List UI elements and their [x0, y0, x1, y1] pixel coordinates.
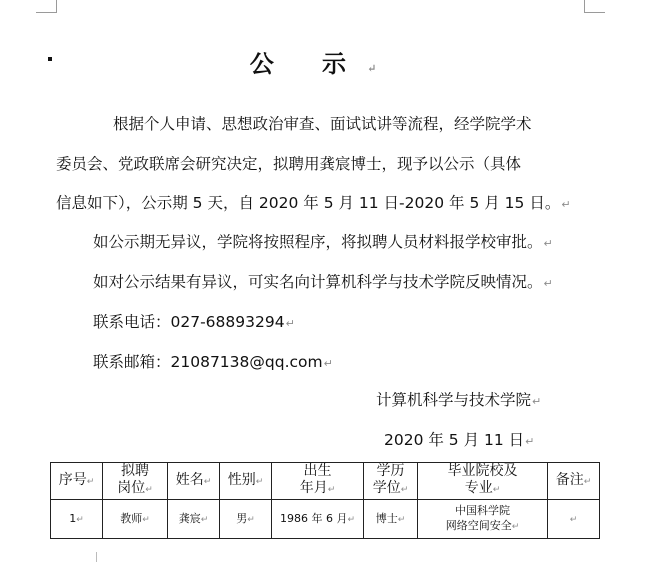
cell-text: 学位 — [372, 480, 401, 496]
cell-text: 男 — [236, 511, 248, 525]
cell-text: 序号 — [58, 471, 87, 488]
cell-end-mark: ↵ — [400, 485, 409, 495]
contact-phone: 联系电话：027-68893294↵ — [93, 313, 295, 331]
paragraph-mark: ↵ — [323, 357, 333, 370]
page-corner-mark-left — [36, 0, 57, 13]
table-cell — [272, 500, 364, 539]
paragraph-line-3: 信息如下），公示期 5 天，自 2020 年 5 月 11 日-2020 年 5 月 15 日。↵ — [56, 194, 571, 212]
cell-end-mark: ↵ — [347, 514, 356, 525]
cell-end-mark: ↵ — [492, 485, 501, 495]
table-cell — [168, 500, 220, 539]
cell-text: 博士 — [375, 511, 398, 525]
table-cell — [364, 500, 418, 539]
cell-text: 岗位 — [117, 480, 146, 496]
paragraph-mark: ↵ — [285, 317, 295, 330]
cell-end-mark: ↵ — [247, 514, 255, 525]
table-cell — [168, 463, 220, 500]
table-cell — [548, 463, 600, 500]
cell-end-mark: ↵ — [76, 514, 84, 525]
cell-text: 性别 — [227, 471, 256, 488]
signature-date: 2020 年 5 月 11 日↵ — [384, 431, 535, 449]
cell-text: 1986 年 6 月 — [279, 511, 348, 525]
candidate-info-table — [50, 462, 600, 539]
table-cell — [272, 463, 364, 500]
table-cell — [220, 463, 272, 500]
table-cell — [103, 500, 168, 539]
paragraph-mark: ↵ — [367, 62, 397, 75]
cell-end-mark: ↵ — [511, 522, 520, 532]
document-title: 公 示↵ — [249, 49, 397, 78]
cell-text: 备注 — [555, 471, 584, 488]
table-cell — [220, 500, 272, 539]
cell-text: 中国科学院 — [455, 504, 510, 517]
table-cell — [51, 500, 103, 539]
cell-end-mark: ↵ — [583, 476, 592, 487]
cell-end-mark: ↵ — [327, 485, 336, 495]
table-cell — [364, 463, 418, 500]
table-row — [51, 500, 600, 539]
paragraph-mark: ↵ — [525, 435, 535, 448]
contact-email: 联系邮箱：21087138@qq.com↵ — [93, 353, 333, 371]
cell-text: 年月 — [299, 480, 328, 496]
cell-text: 专业 — [464, 480, 493, 496]
cell-text: 拟聘 — [121, 463, 149, 479]
cell-text: 学历 — [376, 463, 405, 479]
cell-end-mark: ↵ — [255, 476, 264, 487]
cell-end-mark: ↵ — [145, 485, 153, 495]
table-cell — [51, 463, 103, 500]
cell-text: 毕业院校及 — [447, 463, 518, 479]
page-edge-tick — [96, 552, 97, 562]
paragraph-line-5: 如对公示结果有异议，可实名向计算机科学与技术学院反映情况。↵ — [93, 273, 553, 291]
cell-end-mark: ↵ — [569, 514, 578, 525]
cell-text: 出生 — [303, 463, 332, 479]
table-cell — [103, 463, 168, 500]
signature-organization: 计算机科学与技术学院↵ — [376, 391, 542, 409]
table-cell — [418, 463, 548, 500]
paragraph-mark: ↵ — [532, 395, 542, 408]
cell-text: 教师 — [120, 511, 143, 525]
cell-end-mark: ↵ — [86, 476, 95, 487]
cell-text: 1 — [69, 511, 77, 525]
table-cell — [418, 500, 548, 539]
cell-text: 姓名 — [175, 471, 204, 488]
paragraph-line-2: 委员会、党政联席会研究决定，拟聘用龚宸博士，现予以公示（具体 — [56, 155, 522, 173]
paragraph-line-1: 根据个人申请、思想政治审查、面试试讲等流程，经学院学术 — [113, 115, 532, 133]
paragraph-mark: ↵ — [543, 237, 553, 250]
cell-end-mark: ↵ — [142, 514, 150, 525]
cell-text: 网络空间安全 — [445, 519, 512, 532]
page-corner-mark-right — [584, 0, 605, 13]
table-header-row — [51, 463, 600, 500]
paragraph-line-4: 如公示期无异议，学院将按照程序，将拟聘人员材料报学校审批。↵ — [93, 233, 553, 251]
cell-end-mark: ↵ — [397, 514, 406, 525]
paragraph-mark: ↵ — [543, 277, 553, 290]
paragraph-mark: ↵ — [561, 198, 571, 211]
table-cell — [548, 500, 600, 539]
cell-end-mark: ↵ — [200, 514, 209, 525]
cell-text: 龚宸 — [178, 511, 201, 525]
cell-end-mark: ↵ — [203, 476, 212, 487]
